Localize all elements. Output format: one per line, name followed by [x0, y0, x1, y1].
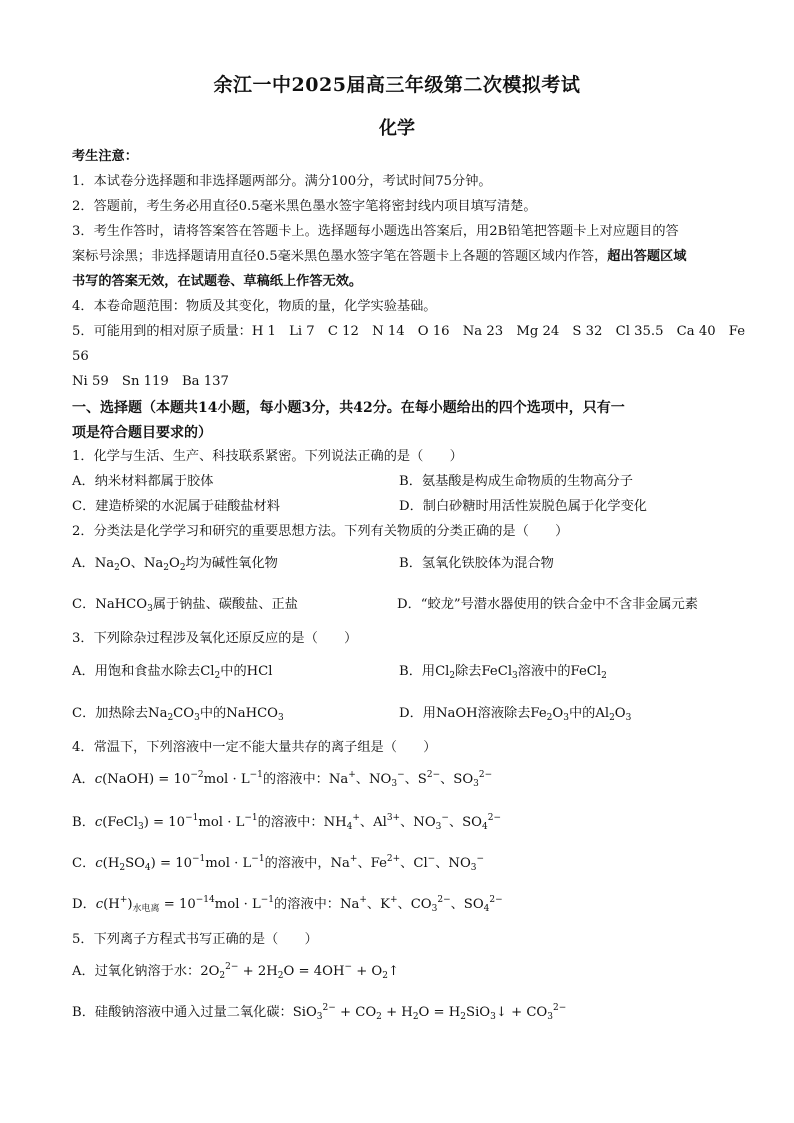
- question-4-option-b: B．c(FeCl$_3$) = $10^{-1}mol \cdot L^{-1}$的溶液中：$NH_4^+$、$Al^{3+}$、$NO_3^-$、$SO_4^{2-}$: [72, 813, 501, 832]
- question-3-option-c: C．加热除去$Na_2CO_3$中的NaHCO$_3$: [72, 706, 284, 723]
- note-4: 4．本卷命题范围：物质及其变化，物质的量，化学实验基础。: [72, 299, 437, 314]
- question-2-option-c: C．NaHCO$_3$属于钠盐、碳酸盐、正盐: [72, 597, 298, 614]
- note-3-line-2: [72, 247, 686, 267]
- note-2: 2．答题前，考生务必用直径0.5毫米黑色墨水签字笔将密封线内项目填写清楚。: [72, 199, 537, 214]
- question-5-stem: 5．下列离子方程式书写正确的是（ ）: [72, 932, 318, 947]
- note-3-bold: 超出答题区域: [607, 249, 687, 264]
- question-4-stem: 4．常温下，下列溶液中一定不能大量共存的离子组是（ ）: [72, 740, 437, 755]
- exam-title: 余江一中2025届高三年级第二次模拟考试: [213, 74, 581, 96]
- note-5-line-2: 56: [72, 349, 89, 364]
- question-2-option-b: B．氢氧化铁胶体为混合物: [399, 556, 554, 571]
- question-1-option-c: C．建造桥梁的水泥属于硅酸盐材料: [72, 499, 280, 514]
- question-5-option-a: A．过氧化钠溶于水：$2O_2^{2-} + 2H_2O = 4OH^-$ + $O_2↑$: [72, 962, 400, 981]
- note-1: 1．本试卷分选择题和非选择题两部分。满分100分，考试时间75分钟。: [72, 174, 492, 189]
- question-3-option-d: D．用NaOH溶液除去$Fe_2O_3$中的$Al_2O_3$: [399, 706, 632, 723]
- question-3-option-a: A．用饱和食盐水除去$Cl_2$中的HCl: [72, 664, 273, 681]
- notes-heading: 考生注意：: [72, 149, 138, 164]
- section-1-heading-line-1: 一、选择题（本题共14小题，每小题3分，共42分。在每小题给出的四个选项中，只有一: [72, 400, 625, 416]
- note-3-normal: 案标号涂黑；非选择题请用直径0.5毫米黑色墨水签字笔在答题卡上各题的答题区域内作答，: [72, 249, 608, 264]
- question-2-option-d: D．“蛟龙”号潜水器使用的铁合金中不含非金属元素: [397, 597, 698, 612]
- question-2-option-a: A．$Na_2O$、$Na_2O_2$均为碱性氧化物: [72, 556, 278, 573]
- question-4-option-d: D．$c(H^+)_{水电离} = 10^{-14}mol \cdot L^{-1}$的溶液中：Na+、K+、$CO_3^{2-}$、$SO_4^{2-}$: [72, 895, 503, 914]
- note-3-line-3: 书写的答案无效，在试题卷、草稿纸上作答无效。: [72, 274, 363, 289]
- question-3-option-b: B．用$Cl_2$除去FeCl$_3$溶液中的FeCl$_2$: [399, 664, 607, 681]
- question-1-option-b: B．氨基酸是构成生命物质的生物高分子: [399, 474, 633, 489]
- note-5-line-3: Ni 59 Sn 119 Ba 137: [72, 374, 229, 389]
- question-4-option-c: C．$c(H_2SO_4) = 10^{-1}mol \cdot L^{-1}$的溶液中，Na+、$Fe^{2+}$、Cl−、$NO_3^-$: [72, 854, 485, 873]
- note-5-line-1: 5．可能用到的相对原子质量：H 1 Li 7 C 12 N 14 O 16 Na 23 Mg 24 S 32 Cl 35.5 Ca 40 Fe: [72, 324, 746, 339]
- section-1-heading-line-2: 项是符合题目要求的）: [72, 425, 212, 441]
- question-5-option-b: B．硅酸钠溶液中通入过量二氧化碳：$SiO_3^{2-} + CO_2 + H_2O$ = $H_2SiO_3↓ + CO_3^{2-}$: [72, 1003, 567, 1022]
- subject-title: 化学: [379, 118, 415, 139]
- question-2-stem: 2．分类法是化学学习和研究的重要思想方法。下列有关物质的分类正确的是（ ）: [72, 524, 569, 539]
- question-3-stem: 3．下列除杂过程涉及氧化还原反应的是（ ）: [72, 631, 358, 646]
- question-1-option-d: D．制白砂糖时用活性炭脱色属于化学变化: [399, 499, 647, 514]
- note-3-line-1: 3．考生作答时，请将答案答在答题卡上。选择题每小题选出答案后，用2B铅笔把答题卡上对应题目的答: [72, 224, 679, 239]
- question-1-option-a: A．纳米材料都属于胶体: [72, 474, 214, 489]
- question-1-stem: 1．化学与生活、生产、科技联系紧密。下列说法正确的是（ ）: [72, 449, 463, 464]
- question-4-option-a: A．c(NaOH) = $10^{-2}mol \cdot L^{-1}$的溶液中：Na+、$NO_3^-$、$S^{2-}$、$SO_3^{2-}$: [72, 770, 493, 789]
